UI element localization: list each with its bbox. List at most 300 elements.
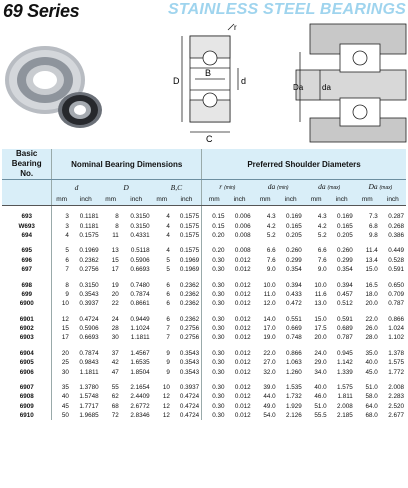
table-cell: 0.008: [234, 231, 251, 239]
table-cell: 17.0: [263, 325, 276, 333]
table-cell: 0.3937: [79, 300, 99, 308]
table-cell: 0.30: [202, 324, 227, 333]
bearing-number: 698: [21, 281, 32, 289]
table-cell: 0.15: [202, 212, 227, 221]
table-cell: 3: [52, 221, 71, 230]
Da-max-sub: (max): [379, 184, 393, 191]
unit-inch: inch: [71, 194, 101, 206]
table-cell: 24.0: [314, 349, 327, 357]
table-cell: 9: [52, 290, 71, 299]
bearing-number: 6904: [19, 349, 34, 357]
table-cell: 42: [111, 359, 119, 367]
dimensions-table: [2, 149, 406, 420]
table-cell: 0.3543: [179, 368, 200, 376]
table-cell: 0.30: [202, 383, 227, 392]
table-cell: 6: [52, 256, 71, 265]
table-row: [2, 280, 406, 289]
table-cell: 1.1811: [79, 368, 99, 376]
bearing-number: 6906: [19, 368, 34, 376]
table-cell: 0.650: [388, 281, 404, 289]
table-cell: 1.102: [388, 334, 404, 342]
table-cell: 0.3150: [79, 281, 99, 289]
label-C: C: [206, 134, 213, 144]
table-cell: 55: [111, 384, 119, 392]
table-cell: 15.0: [365, 266, 378, 274]
table-row: [2, 324, 406, 333]
table-cell: 0.8661: [130, 300, 150, 308]
table-cell: 13.0: [314, 300, 327, 308]
blank-cell: [2, 180, 52, 195]
table-cell: 1.8504: [130, 368, 150, 376]
table-cell: 0.787: [337, 334, 353, 342]
Da-max-symbol: Da: [368, 181, 378, 191]
bearing-number: 695: [21, 247, 32, 255]
table-cell: 20: [111, 290, 119, 298]
table-cell: 8: [115, 222, 119, 230]
r-sub: (min): [224, 184, 236, 191]
table-cell: 0.169: [337, 213, 353, 221]
table-cell: 1.1024: [130, 325, 150, 333]
basic-bearing-header: [2, 149, 52, 180]
table-cell: 0.2362: [179, 300, 200, 308]
table-cell: 0.012: [234, 359, 251, 367]
bearing-illustrations: [0, 22, 408, 148]
table-cell: 6: [166, 281, 170, 289]
table-cell: 22.0: [263, 349, 276, 357]
label-D: D: [173, 76, 180, 86]
table-row: [2, 315, 406, 324]
bearing-number: 697: [21, 266, 32, 274]
table-cell: 1.1811: [130, 334, 150, 342]
table-cell: 4: [166, 222, 170, 230]
table-cell: 0.2756: [179, 334, 200, 342]
table-cell: 20: [52, 349, 71, 358]
table-cell: 28: [111, 325, 119, 333]
table-cell: 2.520: [388, 402, 404, 410]
da-max-symbol: da: [318, 181, 326, 191]
table-cell: 1.4567: [130, 349, 150, 357]
table-cell: 1.575: [337, 384, 353, 392]
table-cell: 68: [111, 402, 119, 410]
table-cell: 12: [162, 412, 170, 420]
unit-inch: inch: [278, 194, 304, 206]
bearing-number: 6903: [19, 334, 34, 342]
label-B: B: [205, 68, 212, 78]
table-row: [2, 392, 406, 401]
table-cell: 64.0: [365, 402, 378, 410]
table-cell: 29.0: [314, 359, 327, 367]
table-cell: 1.732: [285, 393, 302, 401]
table-cell: 0.4724: [179, 402, 200, 410]
table-cell: 0.30: [202, 358, 227, 367]
table-cell: 6.6: [266, 247, 276, 255]
table-cell: 39.0: [263, 384, 276, 392]
table-cell: 0.260: [285, 247, 302, 255]
table-cell: 0.528: [388, 256, 404, 264]
table-cell: 17: [111, 266, 119, 274]
table-cell: 2.008: [337, 402, 353, 410]
table-cell: 0.5906: [79, 325, 99, 333]
table-cell: 0.394: [285, 281, 302, 289]
table-cell: 9: [166, 359, 170, 367]
table-cell: 1.535: [285, 384, 302, 392]
table-row: [2, 290, 406, 299]
table-cell: 0.15: [202, 221, 227, 230]
table-cell: 0.299: [285, 256, 302, 264]
table-cell: 0.4331: [130, 231, 150, 239]
table-cell: 17.5: [314, 325, 327, 333]
col-Da-max-symbol: [355, 180, 406, 195]
table-cell: 30: [52, 367, 71, 376]
table-cell: 6: [166, 300, 170, 308]
table-cell: 9.8: [368, 231, 378, 239]
table-cell: 0.787: [388, 300, 404, 308]
table-cell: 0.2362: [79, 256, 99, 264]
table-cell: 1.378: [388, 349, 404, 357]
table-cell: 0.012: [234, 300, 251, 308]
table-cell: 0.3150: [130, 213, 150, 221]
table-cell: 0.9449: [130, 315, 150, 323]
unit-mm: mm: [253, 194, 278, 206]
table-cell: 22: [111, 300, 119, 308]
table-cell: 0.2362: [179, 290, 200, 298]
table-cell: 2.4409: [130, 393, 150, 401]
table-cell: 7.6: [266, 256, 276, 264]
table-cell: 7: [166, 325, 170, 333]
table-cell: 2.126: [285, 412, 302, 420]
table-cell: 0.008: [234, 247, 251, 255]
bearing-number: 6901: [19, 315, 34, 323]
table-cell: 0.006: [234, 222, 251, 230]
col-D-symbol: D: [101, 180, 152, 195]
table-row: [2, 333, 406, 342]
table-cell: 0.2362: [179, 315, 200, 323]
table-cell: 0.012: [234, 402, 251, 410]
table-cell: 8: [52, 280, 71, 289]
table-cell: 1.024: [388, 325, 404, 333]
table-cell: 0.30: [202, 367, 227, 376]
bearing-number: 6909: [19, 402, 34, 410]
table-cell: 15.0: [314, 315, 327, 323]
table-cell: 1.142: [337, 359, 353, 367]
table-cell: 0.3150: [130, 222, 150, 230]
table-cell: 0.012: [234, 281, 251, 289]
table-cell: 0.006: [234, 213, 251, 221]
table-cell: 26.0: [365, 325, 378, 333]
table-cell: 4.3: [266, 213, 276, 221]
table-cell: 0.012: [234, 384, 251, 392]
table-cell: 0.1575: [179, 231, 200, 239]
unit-mm: mm: [52, 194, 71, 206]
table-cell: 0.4724: [179, 412, 200, 420]
table-cell: 0.012: [234, 325, 251, 333]
table-cell: 0.386: [388, 231, 404, 239]
label-r: r: [234, 23, 237, 32]
table-cell: 0.3543: [79, 290, 99, 298]
table-cell: 0.394: [337, 281, 353, 289]
table-cell: 0.2756: [79, 266, 99, 274]
table-cell: 34.0: [314, 368, 327, 376]
table-cell: 10: [162, 384, 170, 392]
table-cell: 0.866: [285, 349, 302, 357]
table-cell: 10.0: [263, 281, 276, 289]
bearing-number: 694: [21, 231, 32, 239]
table-cell: 7.6: [317, 256, 327, 264]
da-min-sub: (min): [277, 184, 289, 191]
table-row: [2, 265, 406, 274]
table-cell: 0.5118: [130, 247, 150, 255]
table-cell: 0.689: [337, 325, 353, 333]
table-cell: 4.3: [317, 213, 327, 221]
table-cell: 9: [166, 349, 170, 357]
table-cell: 0.866: [388, 315, 404, 323]
table-cell: 0.012: [234, 412, 251, 420]
table-cell: 0.012: [234, 290, 251, 298]
table-body: [2, 206, 406, 421]
table-cell: 20.0: [365, 300, 378, 308]
bearing-number: 6905: [19, 359, 34, 367]
table-cell: 0.30: [202, 315, 227, 324]
table-cell: 2.008: [388, 384, 404, 392]
table-cell: 6.6: [317, 247, 327, 255]
table-cell: 45: [52, 402, 71, 411]
col-da-max-symbol: [304, 180, 355, 195]
table-cell: 0.1575: [179, 222, 200, 230]
table-cell: 12.0: [263, 300, 276, 308]
table-cell: 18.0: [365, 290, 378, 298]
table-cell: 9: [166, 368, 170, 376]
brand-title: STAINLESS STEEL BEARINGS: [167, 1, 406, 18]
table-cell: 0.30: [202, 290, 227, 299]
table-cell: 0.354: [337, 266, 353, 274]
table-cell: 0.287: [388, 213, 404, 221]
table-cell: 2.283: [388, 393, 404, 401]
table-cell: 1.6535: [130, 359, 150, 367]
table-cell: 4: [166, 231, 170, 239]
shoulder-diameters-header: Preferred Shoulder Diameters: [202, 149, 406, 180]
table-cell: 0.30: [202, 333, 227, 342]
label-d: d: [241, 76, 247, 86]
col-r-symbol: [202, 180, 253, 195]
table-cell: 0.1181: [79, 213, 99, 221]
unit-mm: mm: [101, 194, 121, 206]
table-cell: 0.1969: [179, 266, 200, 274]
bearing-number: 6900: [19, 300, 34, 308]
table-cell: 1.5748: [79, 393, 99, 401]
table-cell: 4: [166, 247, 170, 255]
unit-inch: inch: [172, 194, 202, 206]
table-cell: 24: [111, 315, 119, 323]
table-cell: 20.0: [314, 334, 327, 342]
table-cell: 6: [166, 290, 170, 298]
table-cell: 35: [52, 383, 71, 392]
bearing-number: 6907: [19, 384, 34, 392]
table-cell: 0.30: [202, 392, 227, 401]
table-cell: 5: [166, 256, 170, 264]
table-cell: 0.012: [234, 349, 251, 357]
table-cell: 0.1181: [79, 222, 99, 230]
table-cell: 12: [162, 393, 170, 401]
table-cell: 0.5906: [130, 256, 150, 264]
table-cell: 0.260: [337, 247, 353, 255]
table-cell: 0.30: [202, 299, 227, 308]
table-cell: 0.169: [285, 213, 302, 221]
basic-header-line2: Bearing: [11, 159, 42, 168]
bearing-number: 6908: [19, 393, 34, 401]
r-symbol: r: [219, 181, 223, 191]
table-cell: 10: [52, 299, 71, 308]
table-cell: 11.4: [365, 247, 378, 255]
table-cell: 0.4724: [179, 393, 200, 401]
table-cell: 2.185: [337, 412, 353, 420]
table-cell: 0.354: [285, 266, 302, 274]
table-cell: 6: [166, 315, 170, 323]
table-cell: 46.0: [314, 393, 327, 401]
table-row: [2, 402, 406, 411]
table-cell: 0.3543: [179, 349, 200, 357]
bearing-section-drawing: [182, 24, 238, 132]
table-cell: 54.0: [263, 412, 276, 420]
table-cell: 2.6772: [130, 402, 150, 410]
table-cell: 7.3: [368, 213, 378, 221]
table-cell: 12: [52, 315, 71, 324]
table-cell: 0.30: [202, 402, 227, 411]
table-cell: 0.2362: [179, 281, 200, 289]
table-cell: 0.945: [337, 349, 353, 357]
table-cell: 11.0: [263, 290, 276, 298]
table-cell: 72: [111, 412, 119, 420]
table-cell: 15: [52, 324, 71, 333]
table-cell: 19: [111, 281, 119, 289]
bearing-number: 699: [21, 290, 32, 298]
table-cell: 0.165: [337, 222, 353, 230]
table-cell: 49.0: [263, 402, 276, 410]
table-cell: 11: [112, 231, 119, 239]
table-cell: 10.0: [314, 281, 327, 289]
unit-inch: inch: [329, 194, 355, 206]
table-cell: 0.1575: [79, 231, 99, 239]
label-Da: Da: [293, 83, 304, 92]
table-cell: 13: [111, 247, 119, 255]
table-cell: 0.748: [285, 334, 302, 342]
table-cell: 7: [52, 265, 71, 274]
table-cell: 62: [111, 393, 119, 401]
table-cell: 47: [111, 368, 119, 376]
table-cell: 3: [52, 212, 71, 221]
da-min-symbol: da: [267, 181, 276, 191]
table-cell: 0.591: [337, 315, 353, 323]
table-cell: 0.30: [202, 349, 227, 358]
table-cell: 5.2: [317, 231, 327, 239]
table-cell: 0.7874: [130, 290, 150, 298]
table-cell: 32.0: [263, 368, 276, 376]
table-row: [2, 383, 406, 392]
table-cell: 58.0: [365, 393, 378, 401]
table-row: [2, 221, 406, 230]
table-cell: 30: [111, 334, 119, 342]
table-cell: 40.0: [365, 359, 378, 367]
unit-inch: inch: [227, 194, 253, 206]
table-cell: 1.929: [285, 402, 302, 410]
table-row: [2, 411, 406, 420]
table-cell: 2.677: [388, 412, 404, 420]
series-title: 69 Series: [3, 1, 80, 21]
table-cell: 1.772: [388, 368, 404, 376]
table-cell: 51.0: [314, 402, 327, 410]
table-cell: 0.012: [234, 256, 251, 264]
table-cell: 4: [166, 213, 170, 221]
table-cell: 4.2: [266, 222, 276, 230]
table-cell: 0.6693: [79, 334, 99, 342]
table-cell: 0.012: [234, 266, 251, 274]
table-cell: 37: [111, 349, 119, 357]
table-row: [2, 367, 406, 376]
table-cell: 0.709: [388, 290, 404, 298]
table-cell: 0.449: [388, 247, 404, 255]
unit-mm: mm: [152, 194, 172, 206]
table-cell: 44.0: [263, 393, 276, 401]
table-row: [2, 256, 406, 265]
unit-mm: mm: [355, 194, 380, 206]
table-cell: 12: [162, 402, 170, 410]
mounting-drawing: [296, 24, 406, 142]
table-cell: 0.012: [234, 368, 251, 376]
bearing-number: 6902: [19, 325, 34, 333]
table-cell: 0.6693: [130, 266, 150, 274]
table-cell: 0.3937: [179, 384, 200, 392]
table-row: [2, 246, 406, 255]
table-row: [2, 212, 406, 221]
table-cell: 1.7717: [79, 402, 99, 410]
da-max-sub: (max): [327, 184, 341, 191]
table-cell: 15: [111, 256, 119, 264]
table-cell: 50: [52, 411, 71, 420]
table-cell: 28.0: [365, 334, 378, 342]
table-row: [2, 358, 406, 367]
table-cell: 0.30: [202, 411, 227, 420]
table-cell: 0.1969: [79, 247, 99, 255]
col-da-min-symbol: [253, 180, 304, 195]
table-cell: 1.260: [285, 368, 302, 376]
table-cell: 5: [166, 266, 170, 274]
table-cell: 0.30: [202, 280, 227, 289]
table-cell: 45.0: [365, 368, 378, 376]
table-cell: 1.811: [337, 393, 353, 401]
table-cell: 0.1969: [179, 256, 200, 264]
table-cell: 0.165: [285, 222, 302, 230]
table-cell: 1.3780: [79, 384, 99, 392]
table-cell: 0.2756: [179, 325, 200, 333]
table-cell: 5.2: [266, 231, 276, 239]
table-cell: 19.0: [263, 334, 276, 342]
unit-inch: inch: [380, 194, 406, 206]
table-cell: 0.433: [285, 290, 302, 298]
table-cell: 0.591: [388, 266, 404, 274]
table-cell: 13.4: [365, 256, 378, 264]
table-cell: 17: [52, 333, 71, 342]
table-cell: 0.472: [285, 300, 302, 308]
table-cell: 0.299: [337, 256, 353, 264]
table-cell: 0.20: [202, 246, 227, 255]
basic-header-line3: No.: [20, 169, 34, 178]
table-cell: 0.205: [337, 231, 353, 239]
table-cell: 2.1654: [130, 384, 150, 392]
table-cell: 40.0: [314, 384, 327, 392]
table-cell: 27.0: [263, 359, 276, 367]
table-cell: 14.0: [263, 315, 276, 323]
col-BC-symbol: B,C: [152, 180, 202, 195]
table-cell: 0.4724: [79, 315, 99, 323]
